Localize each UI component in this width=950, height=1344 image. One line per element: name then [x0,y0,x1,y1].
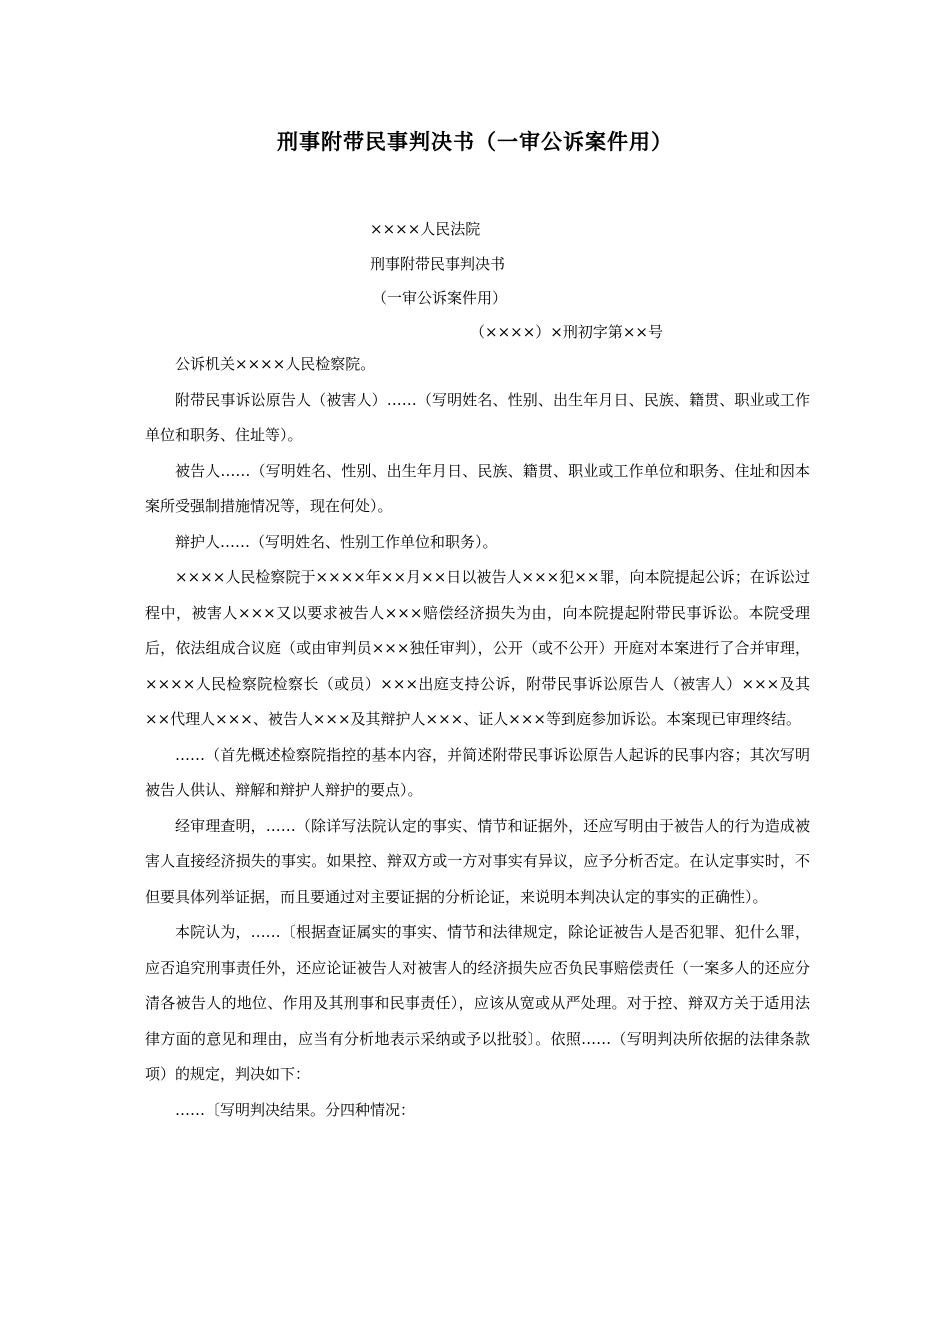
paragraph-findings: 经审理查明，……（除详写法院认定的事实、情节和证据外，还应写明由于被告人的行为造成被害人直接经济损失的事实。如果控、辩双方或一方对事实有异议，应予分析否定。在认定事实时，不但要具体列举证据，而且要通过对主要证据的分析论证，来说明本判决认定的事实的正确性）。 [145,816,810,906]
paragraph-summary: ……（首先概述检察院指控的基本内容，并简述附带民事诉讼原告人起诉的民事内容；其次写明被告人供认、辩解和辩护人辩护的要点）。 [145,745,810,799]
case-number: （××××）×刑初字第××号 [470,323,663,341]
paragraph-judgment: ……〔写明判决结果。分四种情况： [175,1100,416,1119]
paragraph-plaintiff: 附带民事诉讼原告人（被害人）……（写明姓名、性别、出生年月日、民族、籍贯、职业或工作单位和职务、住址等）。 [145,390,810,444]
court-name: ××××人民法院 [370,220,481,238]
document-title: 刑事附带民事判决书（一审公诉案件用） [277,130,673,154]
document-usage: （一审公诉案件用） [372,289,508,307]
paragraph-prosecutor: 公诉机关××××人民检察院。 [175,355,376,373]
paragraph-defender: 辩护人……（写明姓名、性别工作单位和职务）。 [175,532,498,551]
document-body [145,347,810,1128]
paragraph-reasoning: 本院认为，……〔根据查证属实的事实、情节和法律规定，除论证被告人是否犯罪、犯什么罪，应否追究刑事责任外，还应论证被告人对被害人的经济损失应否负民事赔偿责任（一案多人的还应分清各被告人的地位、作用及其刑事和民事责任），应该从宽或从严处理。对于控、辩双方关于适用法律方面的意见和理由，应当有分析地表示采纳或予以批驳〕。依照……（写明判决所依据的法律条款项）的规定，判决如下： [145,923,810,1083]
paragraph-defendant: 被告人……（写明姓名、性别、出生年月日、民族、籍贯、职业或工作单位和职务、住址和因本案所受强制措施情况等，现在何处）。 [145,461,810,515]
paragraph-case-history: ××××人民检察院于××××年××月××日以被告人×××犯××罪，向本院提起公诉；在诉讼过程中，被害人×××又以要求被告人×××赔偿经济损失为由，向本院提起附带民事诉讼。本院受理后，依法组成合议庭（或由审判员×××独任审判），公开（或不公开）开庭对本案进行了合并审理，××××人民检察院检察长（或员）×××出庭支持公诉，附带民事诉讼原告人（被害人）×××及其××代理人×××、被告人×××及其辩护人×××、证人×××等到庭参加诉讼。本案现已审理终结。 [145,568,810,728]
document-subtitle: 刑事附带民事判决书 [370,255,506,273]
